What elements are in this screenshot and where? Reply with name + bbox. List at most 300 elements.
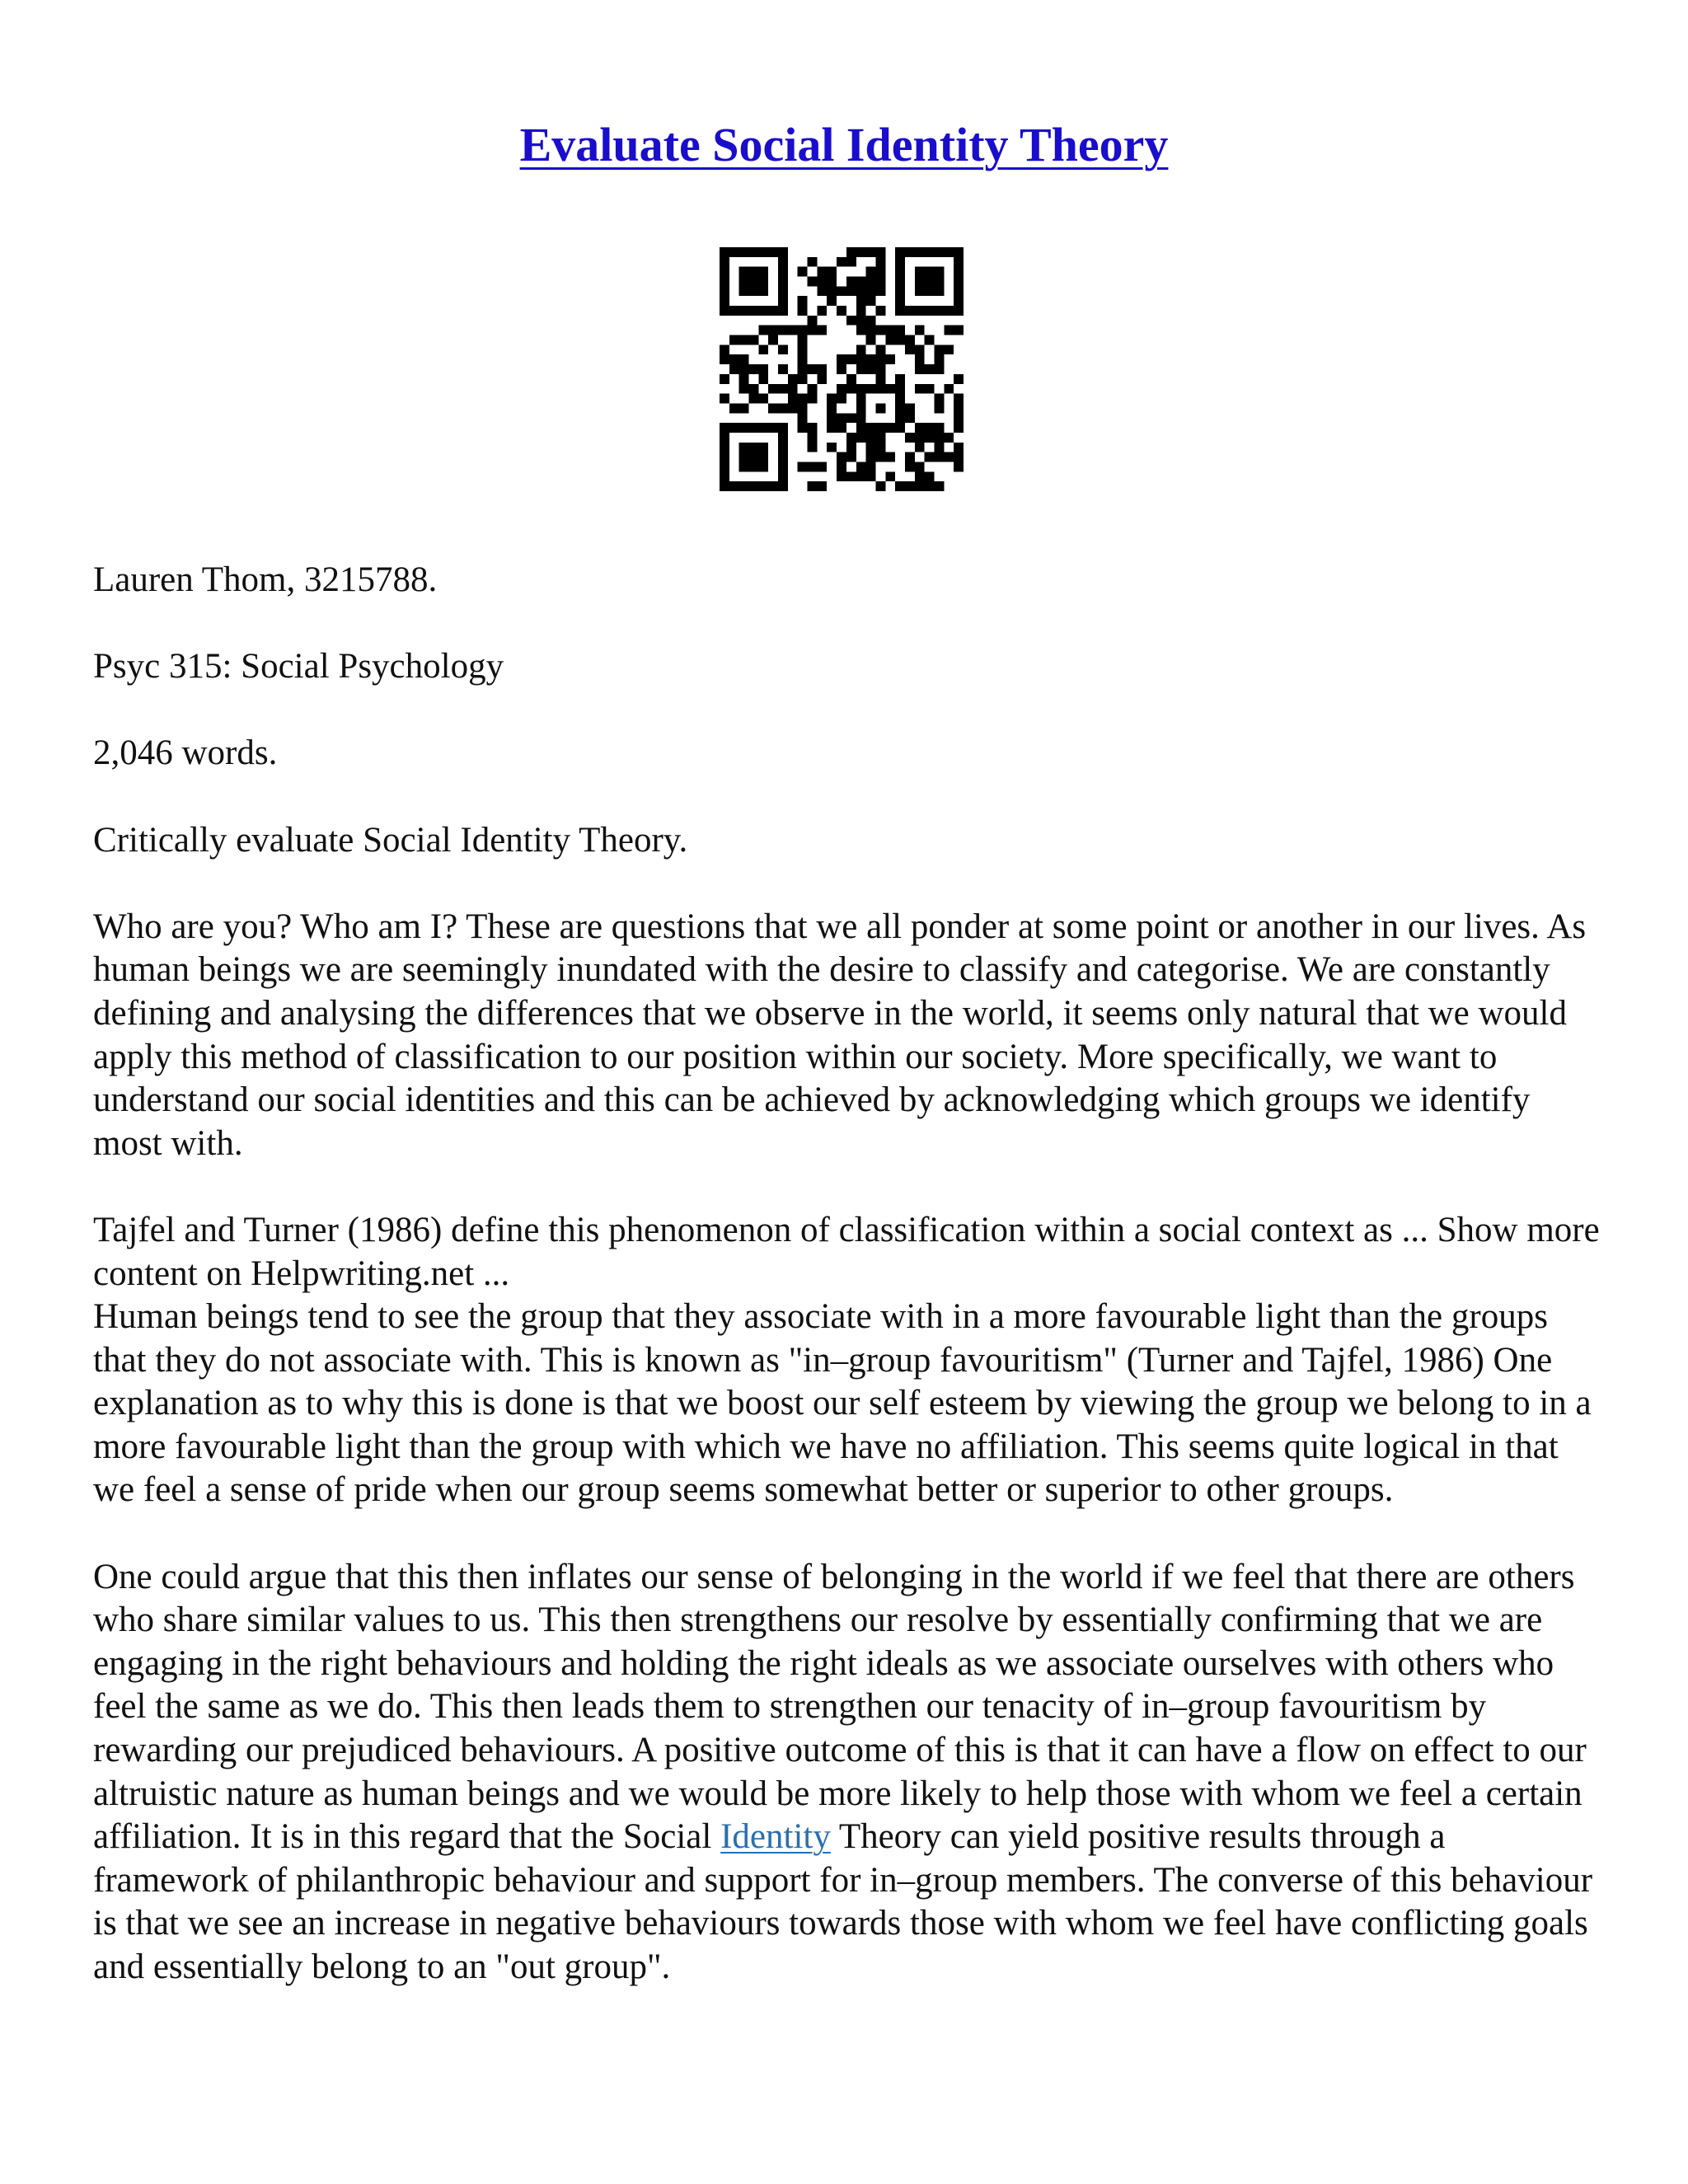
qr-module — [925, 452, 935, 462]
qr-module — [837, 364, 846, 374]
qr-module — [720, 267, 729, 277]
qr-module — [905, 306, 915, 316]
qr-module — [739, 306, 749, 316]
qr-module — [925, 306, 935, 316]
qr-module — [895, 335, 905, 345]
qr-module — [875, 257, 885, 267]
qr-module — [768, 335, 778, 345]
qr-module — [905, 481, 915, 491]
qr-module — [915, 423, 925, 433]
qr-module — [808, 364, 818, 374]
qr-module — [915, 481, 925, 491]
qr-module — [808, 443, 818, 452]
qr-module — [827, 403, 837, 413]
qr-module — [778, 481, 788, 491]
qr-module — [954, 443, 964, 452]
paragraph-definition-teaser: Tajfel and Turner (1986) define this phenomenon of classification within a social context as ... Show more content on Helpwriting.net ... — [93, 1210, 1600, 1293]
qr-module — [768, 384, 778, 394]
qr-module — [817, 364, 827, 374]
qr-module — [866, 326, 876, 335]
qr-module — [720, 452, 729, 462]
qr-module — [875, 247, 885, 257]
qr-module — [846, 374, 856, 384]
qr-module — [875, 452, 885, 462]
qr-module — [827, 413, 837, 423]
qr-module — [905, 462, 915, 471]
qr-module — [905, 344, 915, 354]
qr-module — [905, 433, 915, 443]
qr-module — [758, 443, 768, 452]
qr-module — [895, 423, 905, 433]
qr-module — [808, 316, 818, 326]
qr-module — [934, 481, 944, 491]
qr-module — [798, 423, 808, 433]
qr-module — [846, 354, 856, 364]
qr-module — [885, 335, 895, 345]
qr-module — [837, 471, 846, 481]
qr-module — [875, 423, 885, 433]
qr-module — [866, 316, 876, 326]
qr-module — [720, 247, 729, 257]
qr-module — [954, 462, 964, 471]
qr-module — [875, 481, 885, 491]
qr-module — [915, 354, 925, 364]
qr-module — [895, 257, 905, 267]
qr-module — [739, 277, 749, 287]
qr-module — [925, 384, 935, 394]
qr-module — [856, 354, 866, 364]
qr-module — [875, 267, 885, 277]
qr-module — [934, 423, 944, 433]
qr-module — [788, 403, 798, 413]
qr-module — [895, 247, 905, 257]
qr-module — [788, 326, 798, 335]
qr-module — [817, 326, 827, 335]
qr-module — [934, 394, 944, 404]
qr-module — [749, 443, 759, 452]
qr-module — [749, 452, 759, 462]
qr-module — [837, 462, 846, 471]
qr-module — [798, 335, 808, 345]
qr-module — [739, 286, 749, 296]
qr-module — [954, 374, 964, 384]
qr-module — [798, 326, 808, 335]
qr-module — [866, 364, 876, 374]
title-link[interactable]: Evaluate Social Identity Theory — [519, 118, 1169, 171]
qr-module — [758, 481, 768, 491]
qr-module — [808, 394, 818, 404]
qr-module — [720, 354, 729, 364]
essay-question: Critically evaluate Social Identity Theory. — [93, 820, 688, 860]
qr-module — [729, 354, 739, 364]
qr-module — [925, 335, 935, 345]
identity-link[interactable]: Identity — [720, 1817, 831, 1857]
qr-module — [895, 286, 905, 296]
qr-module — [856, 306, 866, 316]
qr-module — [856, 364, 866, 374]
qr-module — [954, 326, 964, 335]
qr-module — [875, 354, 885, 364]
qr-module — [915, 433, 925, 443]
qr-module — [885, 471, 895, 481]
qr-module — [758, 267, 768, 277]
qr-module — [905, 403, 915, 413]
page-title — [0, 115, 1688, 175]
qr-module — [885, 326, 895, 335]
qr-module — [934, 443, 944, 452]
qr-module — [905, 335, 915, 345]
qr-module — [905, 452, 915, 462]
qr-module — [739, 374, 749, 384]
qr-module — [925, 423, 935, 433]
qr-module — [778, 277, 788, 287]
qr-module — [827, 394, 837, 404]
qr-module — [768, 247, 778, 257]
qr-module — [778, 384, 788, 394]
qr-module — [856, 433, 866, 443]
qr-module — [837, 257, 846, 267]
qr-module — [846, 247, 856, 257]
qr-module — [749, 364, 759, 374]
qr-module — [885, 452, 895, 462]
qr-module — [817, 306, 827, 316]
qr-module — [925, 267, 935, 277]
qr-module — [885, 423, 895, 433]
qr-module — [875, 364, 885, 374]
qr-module — [944, 452, 954, 462]
qr-module — [720, 257, 729, 267]
qr-module — [866, 354, 876, 364]
qr-module — [739, 452, 749, 462]
qr-module — [720, 423, 729, 433]
qr-module — [866, 296, 876, 306]
qr-module — [837, 413, 846, 423]
qr-module — [846, 384, 856, 394]
qr-module — [875, 443, 885, 452]
qr-module — [758, 364, 768, 374]
qr-module — [856, 413, 866, 423]
qr-module — [778, 247, 788, 257]
qr-module — [954, 403, 964, 413]
qr-module — [895, 413, 905, 423]
qr-module — [720, 443, 729, 452]
qr-module — [808, 433, 818, 443]
qr-module — [856, 316, 866, 326]
qr-module — [954, 452, 964, 462]
qr-module — [798, 296, 808, 306]
qr-module — [875, 344, 885, 354]
qr-module — [768, 326, 778, 335]
qr-module — [915, 306, 925, 316]
qr-module — [954, 306, 964, 316]
qr-module — [778, 364, 788, 374]
qr-module — [758, 452, 768, 462]
qr-module — [788, 374, 798, 384]
qr-module — [856, 277, 866, 287]
qr-module — [798, 394, 808, 404]
qr-module — [778, 462, 788, 471]
qr-module — [817, 267, 827, 277]
qr-module — [788, 394, 798, 404]
qr-module — [749, 394, 759, 404]
qr-module — [720, 433, 729, 443]
qr-module — [915, 326, 925, 335]
qr-module — [720, 277, 729, 287]
qr-module — [856, 384, 866, 394]
qr-module — [827, 286, 837, 296]
qr-module — [808, 277, 818, 287]
course-line: Psyc 315: Social Psychology — [93, 647, 504, 687]
qr-module — [925, 247, 935, 257]
qr-module — [866, 277, 876, 287]
qr-module — [778, 452, 788, 462]
qr-module — [827, 423, 837, 433]
qr-module — [925, 471, 935, 481]
qr-module — [808, 423, 818, 433]
paragraph-belonging-text-after: Theory can yield positive results through a framework of philanthropic behaviour and support for in–group members. The converse of this behaviour is that we see an increase in negative behaviours towards those with whom we feel have conflicting goals and essentially belong to an "out group". — [93, 1817, 1593, 1986]
qr-module — [739, 384, 749, 394]
qr-module — [720, 306, 729, 316]
qr-module — [827, 443, 837, 452]
qr-module — [739, 443, 749, 452]
qr-module — [758, 247, 768, 257]
qr-module — [866, 433, 876, 443]
qr-module — [866, 335, 876, 345]
qr-module — [934, 286, 944, 296]
qr-module — [837, 384, 846, 394]
qr-module — [788, 384, 798, 394]
qr-module — [729, 481, 739, 491]
qr-module — [798, 374, 808, 384]
qr-module — [856, 403, 866, 413]
qr-module — [895, 277, 905, 287]
qr-module — [749, 247, 759, 257]
qr-module — [778, 433, 788, 443]
qr-module — [915, 277, 925, 287]
qr-module — [808, 257, 818, 267]
qr-module — [798, 403, 808, 413]
qr-module — [856, 423, 866, 433]
qr-module — [915, 443, 925, 452]
qr-module — [778, 443, 788, 452]
qr-module — [808, 481, 818, 491]
qr-module — [915, 247, 925, 257]
qr-module — [895, 394, 905, 404]
qr-module — [729, 423, 739, 433]
qr-module — [925, 364, 935, 374]
qr-module — [798, 413, 808, 423]
qr-module — [934, 452, 944, 462]
qr-module — [846, 471, 856, 481]
qr-module — [739, 335, 749, 345]
qr-module — [905, 413, 915, 423]
qr-module — [846, 277, 856, 287]
qr-module — [720, 471, 729, 481]
qr-module — [934, 247, 944, 257]
qr-module — [866, 247, 876, 257]
qr-module — [846, 443, 856, 452]
qr-module — [720, 344, 729, 354]
qr-module — [768, 403, 778, 413]
qr-module — [768, 306, 778, 316]
qr-module — [720, 462, 729, 471]
qr-module — [798, 344, 808, 354]
qr-module — [954, 257, 964, 267]
qr-module — [837, 452, 846, 462]
qr-module — [778, 267, 788, 277]
qr-module — [749, 267, 759, 277]
qr-module — [749, 423, 759, 433]
qr-module — [837, 423, 846, 433]
qr-module — [778, 306, 788, 316]
qr-module — [944, 306, 954, 316]
qr-module — [749, 286, 759, 296]
qr-module — [934, 354, 944, 364]
qr-module — [915, 267, 925, 277]
qr-module — [866, 423, 876, 433]
qr-module — [875, 306, 885, 316]
qr-module — [915, 384, 925, 394]
qr-module — [798, 364, 808, 374]
qr-module — [739, 403, 749, 413]
qr-module — [798, 306, 808, 316]
qr-module — [720, 286, 729, 296]
qr-module — [954, 394, 964, 404]
qr-module — [856, 344, 866, 354]
qr-module — [856, 247, 866, 257]
qr-module — [739, 481, 749, 491]
qr-module — [856, 326, 866, 335]
qr-module — [915, 471, 925, 481]
qr-module — [846, 316, 856, 326]
qr-module — [778, 257, 788, 267]
qr-module — [778, 344, 788, 354]
qr-module — [954, 296, 964, 306]
qr-module — [778, 471, 788, 481]
qr-module — [739, 364, 749, 374]
qr-module — [778, 296, 788, 306]
qr-module — [875, 403, 885, 413]
qr-module — [758, 374, 768, 384]
qr-module — [798, 462, 808, 471]
qr-module — [817, 286, 827, 296]
qr-module — [720, 394, 729, 404]
qr-module — [758, 344, 768, 354]
qr-module — [954, 247, 964, 257]
qr-module — [749, 277, 759, 287]
qr-code-graphic — [720, 247, 964, 491]
paragraph-intro: Who are you? Who am I? These are questions that we all ponder at some point or another in our lives. As human beings we are seemingly inundated with the desire to classify and categorise. We are constantly defining and analysing the differences that we observe in the world, it seems only natural that we would apply this method of classification to our position within our society. More specifically, we want to understand our social identities and this can be achieved by acknowledging which groups we identify most with. — [93, 907, 1587, 1163]
qr-module — [934, 364, 944, 374]
qr-module — [749, 481, 759, 491]
qr-module — [954, 267, 964, 277]
qr-module — [817, 481, 827, 491]
qr-module — [768, 481, 778, 491]
qr-module — [778, 423, 788, 433]
qr-module — [846, 257, 856, 267]
qr-module — [729, 247, 739, 257]
qr-module — [895, 267, 905, 277]
qr-module — [856, 471, 866, 481]
qr-module — [954, 423, 964, 433]
qr-module — [856, 296, 866, 306]
qr-module — [934, 403, 944, 413]
qr-module — [866, 452, 876, 462]
qr-module — [758, 394, 768, 404]
qr-module — [895, 326, 905, 335]
qr-module — [729, 306, 739, 316]
qr-module — [720, 296, 729, 306]
qr-module — [808, 326, 818, 335]
qr-module — [915, 364, 925, 374]
qr-module — [934, 277, 944, 287]
qr-module — [866, 462, 876, 471]
qr-module — [934, 267, 944, 277]
qr-module — [875, 277, 885, 287]
qr-module — [749, 306, 759, 316]
qr-module — [827, 296, 837, 306]
document-body — [93, 559, 1601, 1990]
qr-module — [798, 267, 808, 277]
qr-module — [954, 277, 964, 287]
qr-module — [729, 403, 739, 413]
qr-module — [758, 462, 768, 471]
qr-module — [846, 452, 856, 462]
qr-module — [837, 354, 846, 364]
qr-module — [954, 413, 964, 423]
qr-module — [866, 267, 876, 277]
qr-module — [817, 462, 827, 471]
qr-module — [817, 277, 827, 287]
word-count: 2,046 words. — [93, 733, 278, 773]
qr-module — [758, 326, 768, 335]
qr-module — [720, 374, 729, 384]
qr-module — [944, 326, 954, 335]
qr-module — [837, 394, 846, 404]
qr-module — [934, 306, 944, 316]
qr-module — [778, 403, 788, 413]
qr-module — [758, 286, 768, 296]
qr-module — [944, 247, 954, 257]
qr-module — [827, 277, 837, 287]
qr-module — [944, 344, 954, 354]
qr-module — [895, 384, 905, 394]
qr-module — [866, 471, 876, 481]
qr-module — [885, 354, 895, 364]
qr-module — [749, 462, 759, 471]
qr-module — [925, 286, 935, 296]
qr-module — [895, 403, 905, 413]
qr-module — [925, 433, 935, 443]
qr-module — [729, 335, 739, 345]
qr-module — [749, 384, 759, 394]
qr-module — [856, 394, 866, 404]
qr-module — [866, 443, 876, 452]
qr-module — [778, 286, 788, 296]
qr-module — [739, 247, 749, 257]
qr-module — [875, 326, 885, 335]
paragraph-belonging-text-before: One could argue that this then inflates our sense of belonging in the world if we feel that there are others who share similar values to us. This then strengthens our resolve by essentially confirming that we are engaging in the right behaviours and holding the right ideals as we associate ourselves with others who feel the same as we do. This then leads them to strengthen our tenacity of in–group favouritism by rewarding our prejudiced behaviours. A positive outcome of this is that it can have a flow on effect to our altruistic nature as human beings and we would be more likely to help those with whom we feel a certain affiliation. It is in this regard that the Social — [93, 1557, 1587, 1857]
qr-module — [758, 306, 768, 316]
qr-module — [729, 364, 739, 374]
qr-module — [915, 462, 925, 471]
paragraph-belonging — [93, 1556, 1601, 1990]
qr-module — [925, 481, 935, 491]
qr-module — [758, 423, 768, 433]
paragraph-in-group-favouritism: Human beings tend to see the group that they associate with in a more favourable light than the groups that they do not associate with. This is known as "in–group favouritism" (Turner and Tajfel, 1986) One explanation as to why this is done is that we boost our self esteem by viewing the group we belong to in a more favourable light than the group with which we have no affiliation. This seems quite logical in that we feel a sense of pride when our group seems somewhat better or superior to other groups. — [93, 1297, 1592, 1510]
qr-module — [720, 481, 729, 491]
qr-code — [720, 247, 964, 491]
